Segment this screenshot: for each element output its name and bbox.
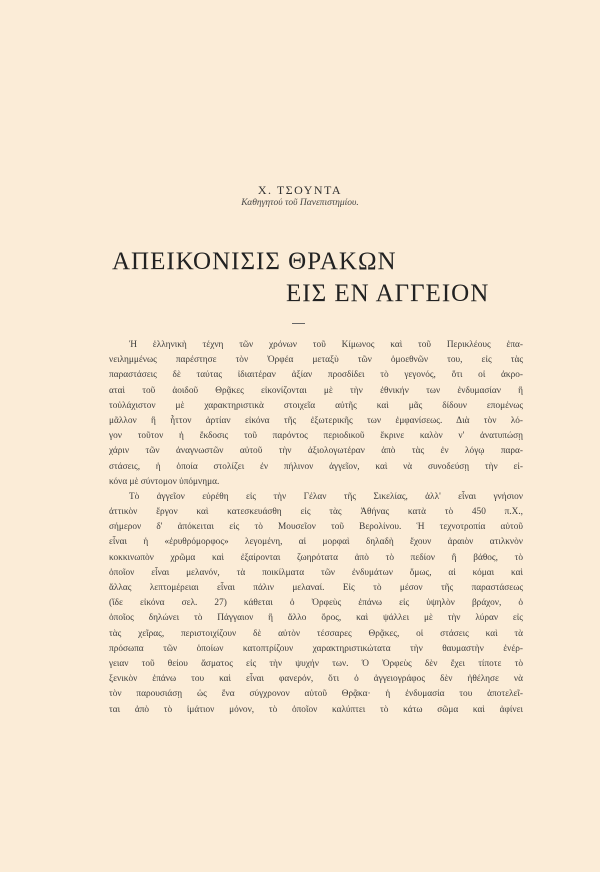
paragraph-line: στάσεις, ἡ ὁποία στολίζει ἐν πήλινον ἀγγεῖον, καὶ νὰ συνοδεύσῃ τὴν εἰ- — [109, 461, 523, 472]
paragraph-line: τὸν παρουσιάσῃ ὡς ἕνα σύγχρονον αὐτοῦ Θρᾷκα· ἡ ἐνδυμασία του ἀποτελεῖ- — [109, 689, 523, 700]
paragraph-line: ται ἀπὸ τὸ ἱμάτιον μόνον, τὸ ὁποῖον καλύπτει τὸ κάτω σῶμα καὶ ἀφίνει — [109, 704, 523, 715]
article-title-line-1: ΑΠΕΙΚΟΝΙΣΙΣ ΘΡΑΚΩΝ — [112, 248, 397, 275]
paragraph-line: σήμερον δ' ἀπόκειται εἰς τὸ Μουσεῖον τοῦ Βερολίνου. Ἡ τεχνοτροπία αὐτοῦ — [109, 522, 523, 533]
paragraph-line: ἀττικὸν ἔργον καὶ κατεσκευάσθη εἰς τὰς Ἀθήνας κατὰ τὸ 450 π.Χ., — [109, 507, 523, 518]
paragraph-line: γον τοῦτον ἡ ἔκδοσις τοῦ παρόντος περιοδικοῦ ἔκρινε καλὸν ν' ἀνατυπώσῃ — [109, 431, 523, 442]
paragraph-line: ὁποῖον εἶναι μελανόν, τὰ ποικίλματα τῶν ἐνδυμάτων ὅμως, αἱ κόμαι καὶ — [109, 567, 523, 578]
paragraph-line: κόνα μὲ σύντομον ὑπόμνημα. — [109, 476, 220, 487]
paragraph-line: πρόσωπα τῶν ὁποίων κατοπτρίζουν χαρακτηριστικώτατα τὴν θαυμαστὴν ἐνέρ- — [109, 643, 523, 654]
title-divider — [292, 323, 305, 324]
paragraph-line: μᾶλλον ἢ ἧττον ἀρτίαν εἰκόνα τῆς ἐξωτερικῆς των ἐμφανίσεως. Διὰ τὸν λό- — [109, 415, 523, 426]
paragraph-line: κοκκινωπὸν χρῶμα καὶ ἐξαίρονται ζωηρότατα ἀπὸ τὸ πεδίον ἢ βάθος, τὸ — [109, 552, 523, 563]
paragraph-line: ξενικὸν ἐπάνω του καὶ εἶναι φανερόν, ὅτι ὁ ἀγγειογράφος δὲν ἠθέλησε νὰ — [109, 674, 523, 685]
paragraph-line: ὁποῖος δηλώνει τὸ Πάγγαιον ἢ ἄλλο ὄρος, καὶ ψάλλει μὲ τὴν λύραν εἰς — [109, 613, 523, 624]
paragraph-line: νειλημμένως παρέστησε τὸν Ὀρφέα μεταξὺ τῶν ὁμοεθνῶν του, εἰς τὰς — [109, 355, 523, 366]
paragraph-line: τοὐλάχιστον μὲ χαρακτηριστικὰ στοιχεῖα αὐτῆς καὶ μᾶς δίδουν επομένως — [109, 400, 523, 411]
paragraph-line: παραστάσεις δὲ ταύτας ἰδιαιτέραν ἀξίαν προσδίδει τὸ γεγονός, ὅτι οἱ ἀκρο- — [109, 370, 523, 381]
paragraph-line: γειαν τοῦ θείου ἄσματος εἰς τὴν ψυχήν των. Ὁ Ὀρφεὺς δὲν ἔχει τίποτε τὸ — [109, 658, 523, 669]
article-body — [109, 338, 523, 718]
paragraph-line: (ἴδε εἰκόνα σελ. 27) κάθεται ὁ Ὀρφεὺς ἐπάνω εἰς ὑψηλὸν βράχον, ὁ — [109, 598, 523, 609]
article-title-line-2: ΕΙΣ ΕΝ ΑΓΓΕΙΟΝ — [286, 280, 490, 307]
paragraph-line: ἄλλας λεπτομέρειαι εἶναι πάλιν μελαναί. Εἰς τὸ μέσον τῆς παραστάσεως — [109, 583, 523, 593]
paragraph-line: Ἡ ἑλληνικὴ τέχνη τῶν χρόνων τοῦ Κίμωνος καὶ τοῦ Περικλέους ἐπα- — [129, 340, 523, 350]
paragraph-line: χάριν τῶν ἀναγνωστῶν αὐτοῦ τὴν ἀξιολογωτέραν ἀπὸ τὰς ἐν λόγῳ παρα- — [109, 446, 523, 457]
paragraph-line: εἶναι ἡ «ἐρυθρόμορφος» λεγομένη, αἱ μορφαὶ δηλαδὴ ἔχουν ἀραιὸν ατιλκνὸν — [109, 537, 523, 548]
author-name: Χ. ΤΣΟΥΝΤΑ — [257, 183, 343, 197]
paragraph-line: τὰς χεῖρας, περιστοιχίζουν δὲ αὐτὸν τέσσαρες Θρᾷκες, οἱ στάσεις καὶ τὰ — [109, 628, 523, 639]
paragraph-line: Τὸ ἀγγεῖον εὑρέθη εἰς τὴν Γέλαν τῆς Σικελίας, ἀλλ' εἶναι γνήσιον — [129, 491, 523, 502]
author-affiliation: Καθηγητού τοῦ Πανεπιστημίου. — [241, 198, 359, 208]
paragraph-line: αταὶ τοῦ ἀοιδοῦ Θρᾷκες εἰκονίζονται μὲ τὴν ἐθνικήν των ἐνδυμασίαν ἢ — [109, 385, 523, 396]
